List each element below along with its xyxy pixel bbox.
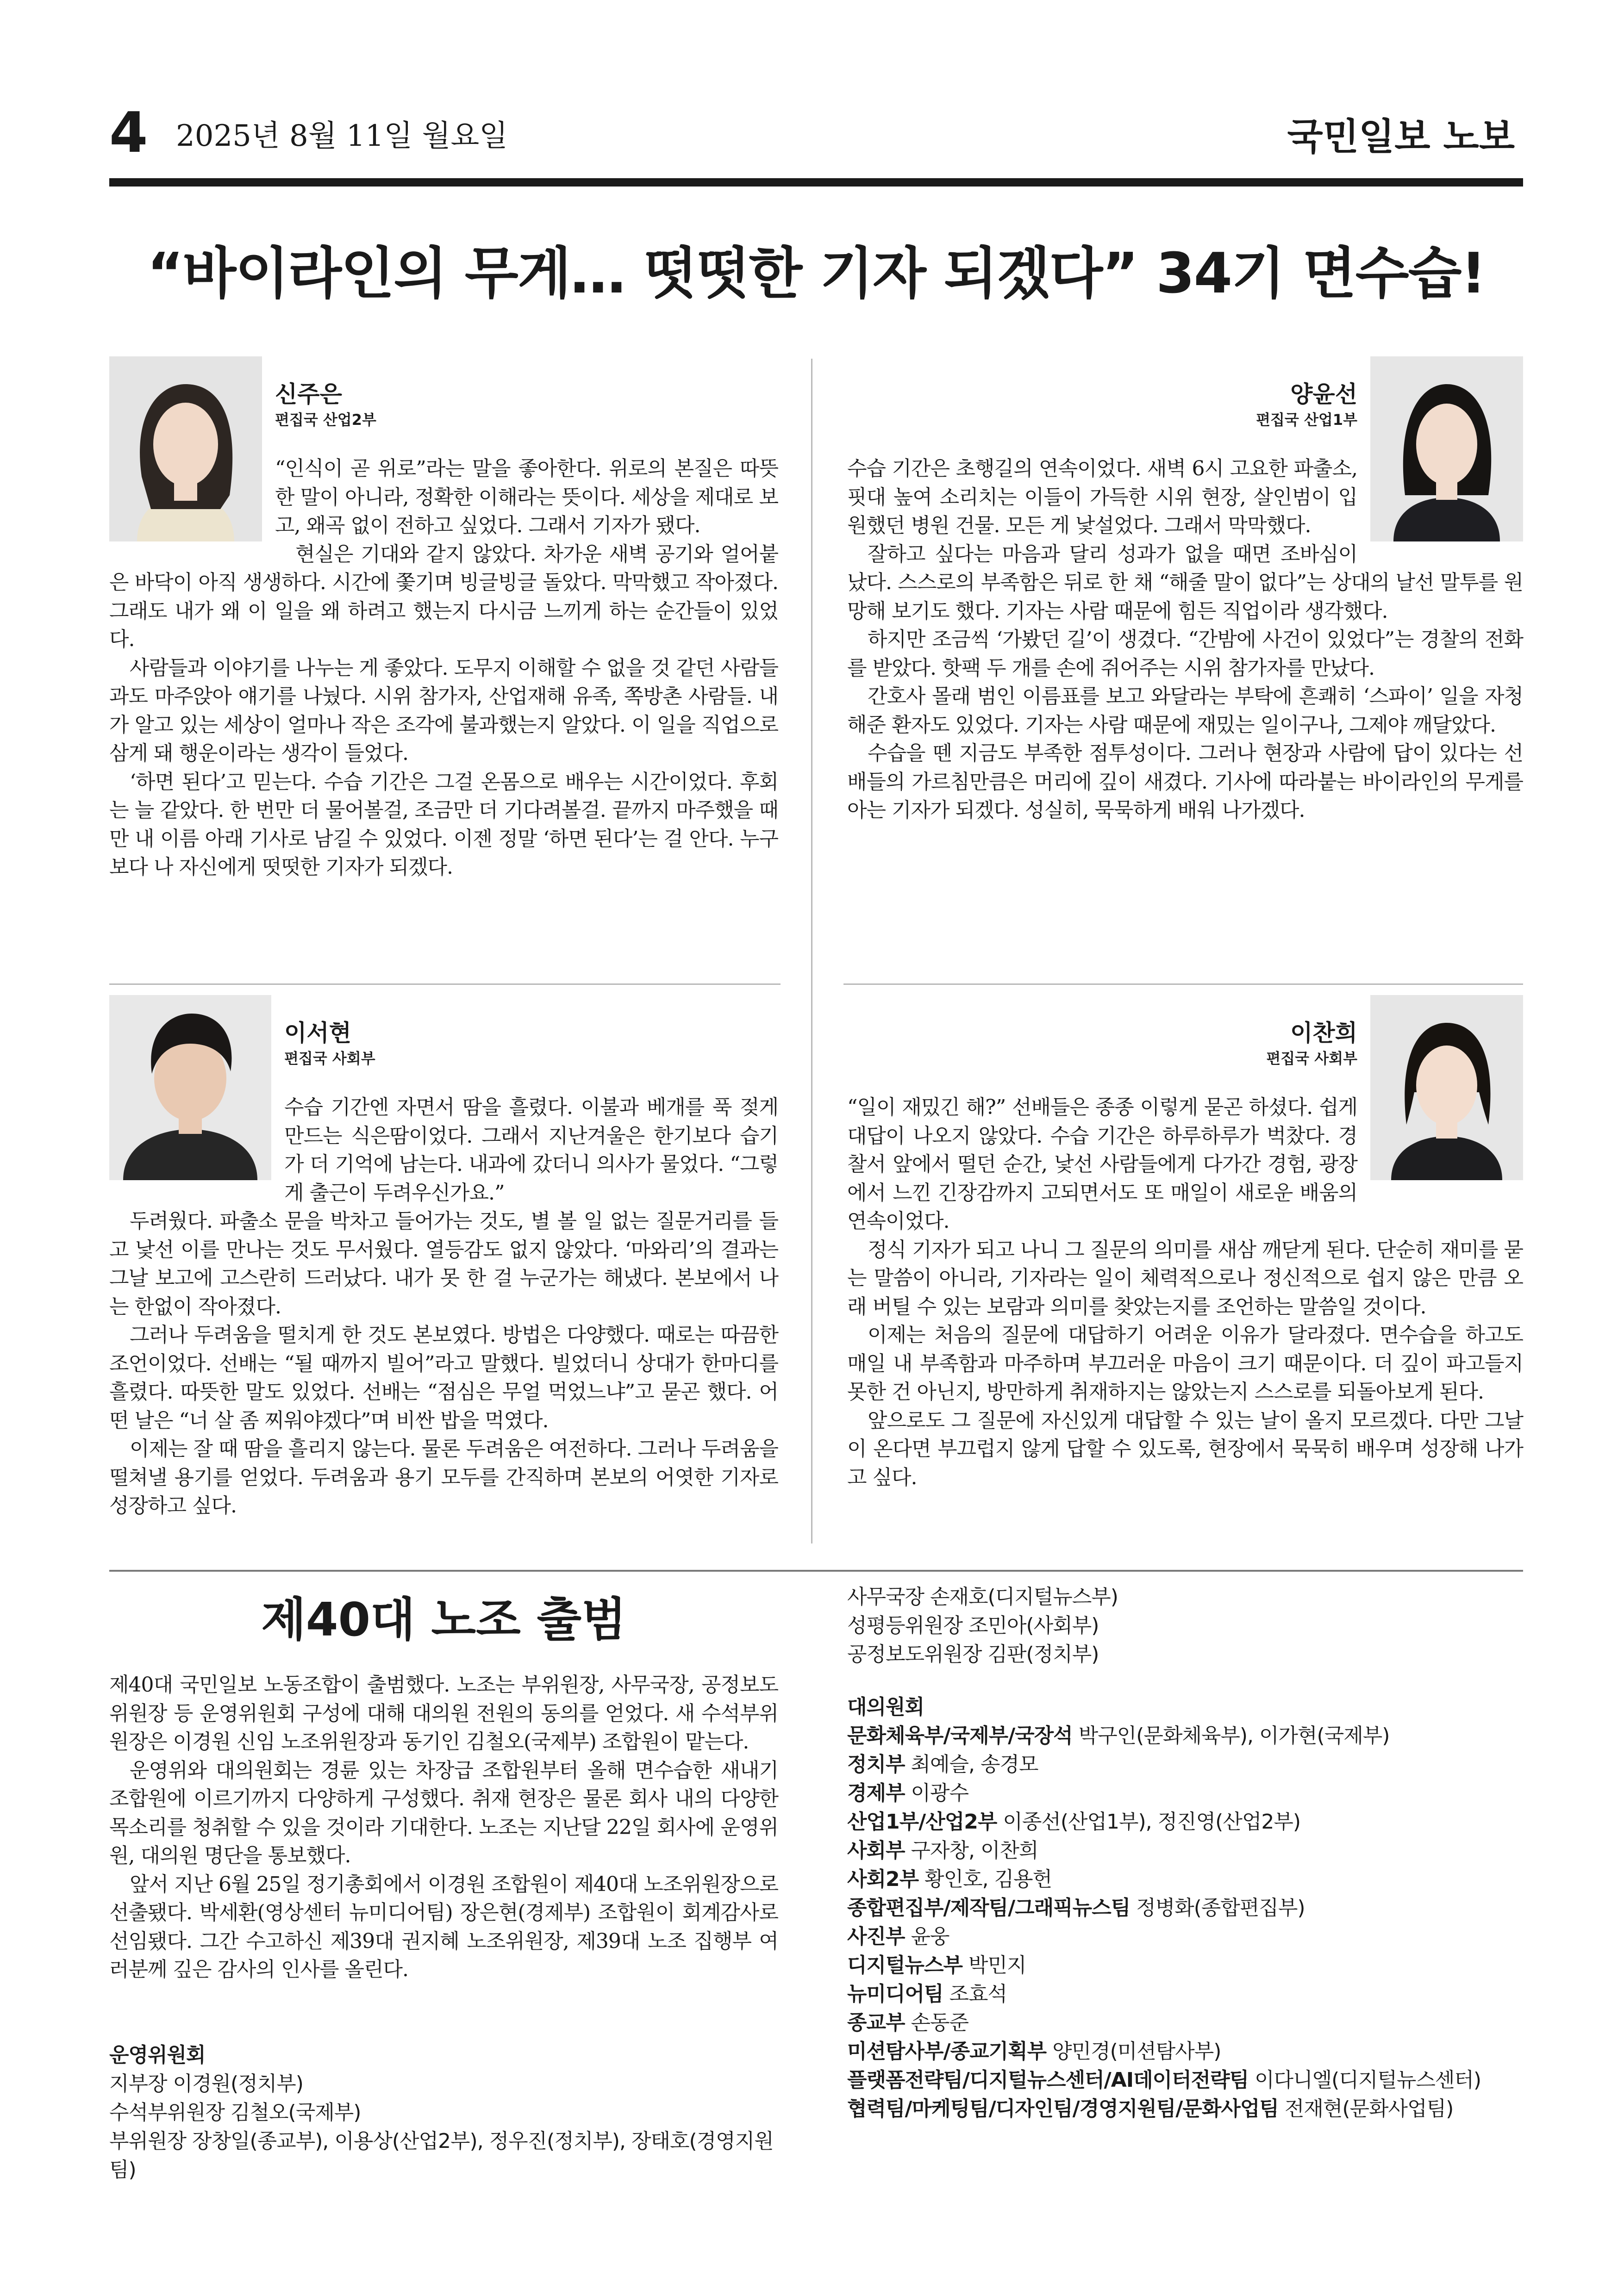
- steering-committee: [109, 2041, 778, 2184]
- role: 사진부: [847, 1925, 905, 1948]
- members: 김철오(국제부): [231, 2101, 361, 2124]
- list-item: [847, 1951, 1523, 1980]
- paragraph: 제40대 국민일보 노동조합이 출범했다. 노조는 부위원장, 사무국장, 공정보도위원장 등 운영위원회 구성에 대해 대의원 전원의 동의를 얻었다. 새 수석부위원장은 이경원 신임 노조위원장과 동기인 김철오(국제부) 조합원이 맡는다.: [109, 1673, 778, 1754]
- paragraph: 잘하고 싶다는 마음과 달리 성과가 없을 때면 조바심이 났다. 스스로의 부족함은 뒤로 한 채 “해줄 말이 없다”는 상대의 날선 말투를 원망해 보기도 했다. 기자는 사람 때문에 힘든 직업이라 생각했다.: [847, 542, 1523, 623]
- role: 지부장: [109, 2072, 167, 2096]
- page-number: 4: [109, 101, 148, 165]
- members: 김판(정치부): [987, 1643, 1099, 1666]
- role: 문화체육부/국제부/국장석: [847, 1724, 1073, 1748]
- members: 손재호(디지털뉴스부): [930, 1585, 1118, 1609]
- profile-lee-chanhee: [847, 995, 1523, 1492]
- delegates-title: 대의원회: [847, 1695, 924, 1719]
- header-rule: [109, 178, 1523, 187]
- profile-shin: [109, 356, 778, 882]
- list-item: [109, 2070, 778, 2098]
- list-item: [109, 2098, 778, 2127]
- paragraph: 정식 기자가 되고 나니 그 질문의 의미를 새삼 깨닫게 된다. 단순히 재미를 묻는 말씀이 아니라, 기자라는 일이 체력적으로나 정신적으로 쉽지 않은 만큼 오래 버틸 수 있는 보람과 의미를 찾았는지를 조언하는 말씀일 것이다.: [847, 1238, 1523, 1319]
- members: 박구인(문화체육부), 이가현(국제부): [1078, 1724, 1390, 1748]
- role: 수석부위원장: [109, 2101, 225, 2124]
- paragraph: 운영위와 대의원회는 경륜 있는 차장급 조합원부터 올해 면수습한 새내기 조합원에 이르기까지 다양하게 구성했다. 취재 현장은 물론 회사 내의 다양한 목소리를 청취할 수 있을 것이라 기대한다. 노조는 지난달 22일 회사에 운영위원, 대의원 명단을 통보했다.: [109, 1758, 778, 1867]
- list-item: [847, 1894, 1523, 1923]
- paragraph: “인식이 곧 위로”라는 말을 좋아한다. 위로의 본질은 따뜻한 말이 아니라, 정확한 이해라는 뜻이다. 세상을 제대로 보고, 왜곡 없이 전하고 싶었다. 그래서 기자가 됐다.: [275, 457, 778, 537]
- paper-name: 국민일보 노보: [1287, 115, 1515, 158]
- paragraph: 하지만 조금씩 ‘가봤던 길’이 생겼다. “간밤에 사건이 있었다”는 경찰의 전화를 받았다. 핫팩 두 개를 손에 쥐어주는 시위 참가자를 만났다.: [847, 628, 1524, 680]
- portrait-image: [1370, 356, 1523, 541]
- paragraph: 이제는 잘 때 땀을 흘리지 않는다. 물론 두려움은 여전하다. 그러나 두려움을 떨쳐낼 용기를 얻었다. 두려움과 용기 모두를 간직하며 본보의 어엿한 기자로 성장하고 싶다.: [109, 1437, 779, 1518]
- paragraph: 수습 기간은 초행길의 연속이었다. 새벽 6시 고요한 파출소, 핏대 높여 소리치는 이들이 가득한 시위 현장, 살인범이 입원했던 병원 건물. 모든 게 낯설었다. 그래서 막막했다.: [847, 457, 1357, 537]
- role: 공정보도위원장: [847, 1643, 982, 1666]
- union-article: [109, 1671, 778, 1984]
- reporter-dept: 편집국 사회부: [1266, 1050, 1357, 1067]
- portrait-photo: [109, 995, 271, 1180]
- role: 사회2부: [847, 1867, 919, 1891]
- paragraph: “일이 재밌긴 해?” 선배들은 종종 이렇게 묻곤 하셨다. 쉽게 대답이 나오지 않았다. 수습 기간은 하루하루가 벅찼다. 경찰서 앞에서 떨던 순간, 낯선 사람들에게 다가간 경험, 광장에서 느낀 긴장감까지 고되면서도 또 매일이 새로운 배움의 연속이었다.: [847, 1095, 1357, 1233]
- list-item: [109, 2127, 778, 2184]
- members: 황인호, 김용헌: [924, 1867, 1052, 1891]
- members: 손동준: [911, 2011, 969, 2035]
- list-item: [847, 1750, 1523, 1779]
- union-lists-right: [847, 1583, 1523, 2123]
- reporter-dept: 편집국 산업2부: [275, 411, 376, 429]
- section-divider: [109, 1570, 1523, 1572]
- portrait-photo: [109, 356, 262, 541]
- portrait-image: [109, 356, 262, 541]
- paragraph: 수습을 뗀 지금도 부족한 점투성이다. 그러나 현장과 사람에 답이 있다는 선배들의 가르침만큼은 머리에 깊이 새겼다. 기사에 따라붙는 바이라인의 무게를 아는 기자가 되겠다. 성실히, 묵묵하게 배워 나가겠다.: [847, 741, 1523, 822]
- list-item: [847, 1836, 1523, 1865]
- portrait-photo: [1370, 995, 1523, 1180]
- role: 종교부: [847, 2011, 905, 2035]
- role: 정치부: [847, 1753, 905, 1776]
- members: 조민아(사회부): [968, 1614, 1099, 1637]
- reporter-name: 양윤선: [1290, 381, 1357, 408]
- role: 협력팀/마케팅팀/디자인팀/경영지원팀/문화사업팀: [847, 2097, 1279, 2121]
- role: 사무국장: [847, 1585, 924, 1609]
- portrait-photo: [1370, 356, 1523, 541]
- role: 사회부: [847, 1839, 905, 1862]
- paragraph: ‘하면 된다’고 믿는다. 수습 기간은 그걸 온몸으로 배우는 시간이었다. 후회는 늘 같았다. 한 번만 더 물어볼걸, 조금만 더 기다려볼걸. 끝까지 마주했을 때만 내 이름 아래 기사로 남길 수 있었다. 이젠 정말 ‘하면 된다’는 걸 안다. 누구보다 나 자신에게 떳떳한 기자가 되겠다.: [109, 770, 778, 879]
- role: 경제부: [847, 1781, 905, 1805]
- column-divider: [811, 359, 812, 1543]
- list-item: [847, 1612, 1523, 1640]
- page-headline: “바이라인의 무게… 떳떳한 기자 되겠다” 34기 면수습!: [147, 242, 1486, 306]
- paragraph: 수습 기간엔 자면서 땀을 흘렸다. 이불과 베개를 푹 젖게 만드는 식은땀이었다. 그래서 지난겨울은 한기보다 습기가 더 기억에 남는다. 내과에 갔더니 의사가 물었다. “그렇게 출근이 두려우신가요.”: [284, 1095, 778, 1205]
- members: 조효석: [949, 1982, 1007, 2006]
- profile-lee-seohyun: [109, 995, 778, 1520]
- members: 이종선(산업1부), 정진영(산업2부): [1003, 1810, 1300, 1834]
- list-item: [847, 2066, 1523, 2095]
- profile-yang: [847, 356, 1523, 825]
- members: 이경원(정치부): [173, 2072, 303, 2096]
- union-title: 제40대 노조 출범: [261, 1593, 626, 1647]
- members: 장창일(종교부), 이용상(산업2부), 정우진(정치부), 장태호(경영지원팀): [109, 2129, 774, 2182]
- paragraph: 사람들과 이야기를 나누는 게 좋았다. 도무지 이해할 수 없을 것 같던 사람들과도 마주앉아 얘기를 나눴다. 시위 참가자, 산업재해 유족, 쪽방촌 사람들. 내가 알고 있는 세상이 얼마나 작은 조각에 불과했는지 알았다. 이 일을 직업으로 삼게 돼 행운이라는 생각이 들었다.: [109, 656, 779, 765]
- role: 미션탐사부/종교기획부: [847, 2040, 1047, 2063]
- paragraph: 앞으로도 그 질문에 자신있게 대답할 수 있는 날이 올지 모르겠다. 다만 그날이 온다면 부끄럽지 않게 답할 수 있도록, 현장에서 묵묵히 배우며 성장해 나가고 싶다.: [847, 1408, 1524, 1489]
- list-item: [847, 2009, 1523, 2037]
- row-divider-right: [843, 983, 1523, 985]
- reporter-name: 이찬희: [1290, 1020, 1357, 1046]
- role: 부위원장: [109, 2129, 187, 2153]
- paragraph: 간호사 몰래 범인 이름표를 보고 와달라는 부탁에 흔쾌히 ‘스파이’ 일을 자청해준 환자도 있었다. 기자는 사람 때문에 재밌는 일이구나, 그제야 깨달았다.: [847, 684, 1523, 737]
- members: 최예슬, 송경모: [911, 1753, 1038, 1776]
- role: 디지털뉴스부: [847, 1954, 963, 1977]
- list-item: [847, 1865, 1523, 1894]
- members: 박민지: [968, 1954, 1026, 1977]
- members: 양민경(미션탐사부): [1052, 2040, 1221, 2063]
- paragraph: 이제는 처음의 질문에 대답하기 어려운 이유가 달라졌다. 면수습을 하고도 매일 내 부족함과 마주하며 부끄러운 마음이 크기 때문이다. 더 깊이 파고들지 못한 건 아닌지, 방만하게 취재하지는 않았는지 스스로를 되돌아보게 된다.: [847, 1323, 1523, 1404]
- list-item: [847, 1640, 1523, 1669]
- members: 정병화(종합편집부): [1136, 1896, 1305, 1920]
- role: 플랫폼전략팀/디지털뉴스센터/AI데이터전략팀: [847, 2068, 1249, 2092]
- row-divider-left: [109, 983, 781, 985]
- paragraph: 그러나 두려움을 떨치게 한 것도 본보였다. 방법은 다양했다. 때로는 따끔한 조언이었다. 선배는 “될 때까지 빌어”라고 말했다. 빌었더니 상대가 한마디를 흘렸다. 따뜻한 말도 있었다. 선배는 “점심은 무얼 먹었느냐”고 묻곤 했다. 어떤 날은 “너 살 좀 찌워야겠다”며 비싼 밥을 먹였다.: [109, 1323, 778, 1432]
- members: 전재현(문화사업팀): [1284, 2097, 1454, 2121]
- list-item: [847, 1583, 1523, 1612]
- issue-date: 2025년 8월 11일 월요일: [176, 119, 508, 153]
- members: 이광수: [911, 1781, 969, 1805]
- role: 뉴미디어팀: [847, 1982, 943, 2006]
- role: 종합편집부/제작팀/그래픽뉴스팀: [847, 1896, 1131, 1920]
- paragraph: 현실은 기대와 같지 않았다. 차가운 새벽 공기와 얼어붙은 바닥이 아직 생생하다. 시간에 쫓기며 빙글빙글 돌았다. 막막했고 작아졌다. 그래도 내가 왜 이 일을 왜 하려고 했는지 다시금 느끼게 하는 순간들이 있었다.: [109, 542, 778, 651]
- role: 성평등위원장: [847, 1614, 963, 1637]
- portrait-image: [109, 995, 271, 1180]
- members: 구자창, 이찬희: [911, 1839, 1038, 1862]
- list-item: [847, 2037, 1523, 2066]
- reporter-dept: 편집국 산업1부: [1256, 411, 1357, 429]
- list-item: [847, 1923, 1523, 1951]
- list-item: [847, 1808, 1523, 1836]
- steering-title: 운영위원회: [109, 2043, 206, 2067]
- portrait-image: [1370, 995, 1523, 1180]
- members: 윤웅: [911, 1925, 949, 1948]
- reporter-dept: 편집국 사회부: [284, 1050, 375, 1067]
- paragraph: 두려웠다. 파출소 문을 박차고 들어가는 것도, 별 볼 일 없는 질문거리를 들고 낯선 이를 만나는 것도 무서웠다. 열등감도 없지 않았다. ‘마와리’의 결과는 그날 보고에 고스란히 드러났다. 내가 못 한 걸 누군가는 해냈다. 본보에서 나는 한없이 작아졌다.: [109, 1209, 778, 1319]
- reporter-name: 이서현: [284, 1020, 351, 1046]
- members: 이다니엘(디지털뉴스센터): [1255, 2068, 1481, 2092]
- paragraph: 앞서 지난 6월 25일 정기총회에서 이경원 조합원이 제40대 노조위원장으로 선출됐다. 박세환(영상센터 뉴미디어팀) 장은현(경제부) 조합원이 회계감사로 선임됐다. 그간 수고하신 제39대 권지혜 노조위원장, 제39대 노조 집행부 여러분께 깊은 감사의 인사를 올린다.: [109, 1872, 778, 1981]
- role: 산업1부/산업2부: [847, 1810, 997, 1834]
- list-item: [847, 1980, 1523, 2009]
- list-item: [847, 2095, 1523, 2123]
- list-item: [847, 1779, 1523, 1808]
- list-item: [847, 1722, 1523, 1750]
- reporter-name: 신주은: [275, 381, 342, 408]
